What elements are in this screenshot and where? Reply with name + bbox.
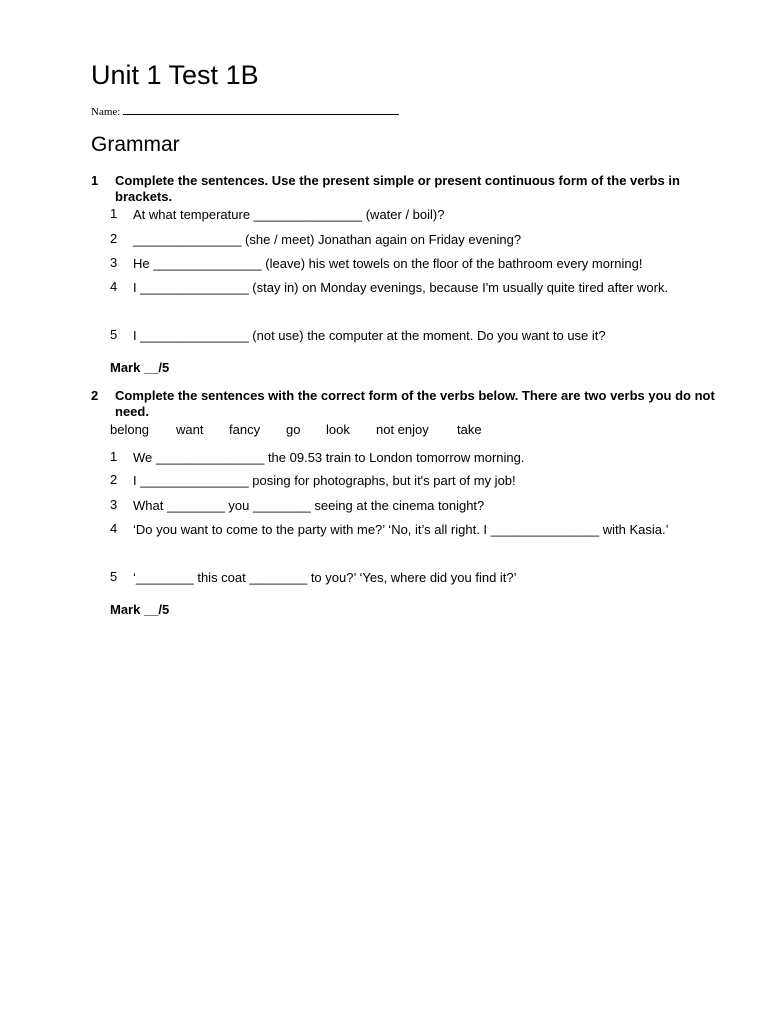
exercise-1-item-5-text: I _______________ (not use) the computer at the moment. Do you want to use it?	[133, 328, 606, 343]
exercise-1-item-1-text: At what temperature _______________ (water / boil)?	[133, 207, 445, 222]
exercise-2-item-1-text: We _______________ the 09.53 train to London tomorrow morning.	[133, 450, 525, 465]
exercise-1-item-2-text: _______________ (she / meet) Jonathan again on Friday evening?	[133, 232, 522, 247]
exercise-2-item-2-text: I _______________ posing for photographs, but it's part of my job!	[133, 473, 516, 488]
exercise-2-item-3-number: 3	[110, 497, 118, 512]
word-bank-word: look	[326, 422, 350, 437]
word-bank-word: belong	[110, 422, 150, 437]
exercise-2-item-5-text: ‘________ this coat ________ to you?’ ‘Yes, where did you find it?’	[133, 570, 517, 585]
exercise-2-item-3-text: What ________ you ________ seeing at the cinema tonight?	[133, 498, 485, 513]
exercise-2-instruction: Complete the sentences with the correct form of the verbs below. There are two verbs you do not need.	[115, 388, 715, 419]
exercise-2-item-4-number: 4	[110, 521, 118, 536]
word-bank-word: go	[286, 422, 301, 437]
exercise-2-item-2-number: 2	[110, 472, 118, 487]
exercise-1-item-2-number: 2	[110, 231, 118, 246]
exercise-2-item-5-number: 5	[110, 569, 118, 584]
exercise-1-item-5-number: 5	[110, 327, 118, 342]
page-title: Unit 1 Test 1B	[91, 60, 259, 90]
exercise-1-item-3-text: He _______________ (leave) his wet towels on the floor of the bathroom every morning!	[133, 256, 643, 271]
exercise-1-number: 1	[91, 173, 99, 188]
word-bank-word: fancy	[229, 422, 261, 437]
word-bank	[110, 422, 482, 438]
exercise-1-item-4-text: I _______________ (stay in) on Monday evenings, because I'm usually quite tired after work.	[133, 280, 669, 295]
exercise-1-mark: Mark __/5	[110, 360, 170, 375]
name-blank[interactable]	[123, 104, 399, 115]
exercise-1-item-3-number: 3	[110, 255, 118, 270]
exercise-1-instruction: Complete the sentences. Use the present simple or present continuous form of the verbs in brackets.	[115, 173, 680, 204]
exercise-2-mark: Mark __/5	[110, 602, 170, 617]
word-bank-word: want	[176, 422, 204, 437]
word-bank-word: not enjoy	[376, 422, 429, 437]
name-label: Name:	[91, 106, 121, 118]
word-bank-word: take	[457, 422, 482, 437]
exercise-2-number: 2	[91, 388, 99, 403]
section-title: Grammar	[91, 133, 180, 156]
exercise-2-item-4-text: ‘Do you want to come to the party with me?’ ‘No, it’s all right. I _______________ with Kasia.’	[133, 522, 669, 537]
exercise-1-item-4-number: 4	[110, 279, 118, 294]
exercise-2-item-1-number: 1	[110, 449, 118, 464]
name-field	[91, 104, 399, 119]
exercise-1-item-1-number: 1	[110, 206, 118, 221]
